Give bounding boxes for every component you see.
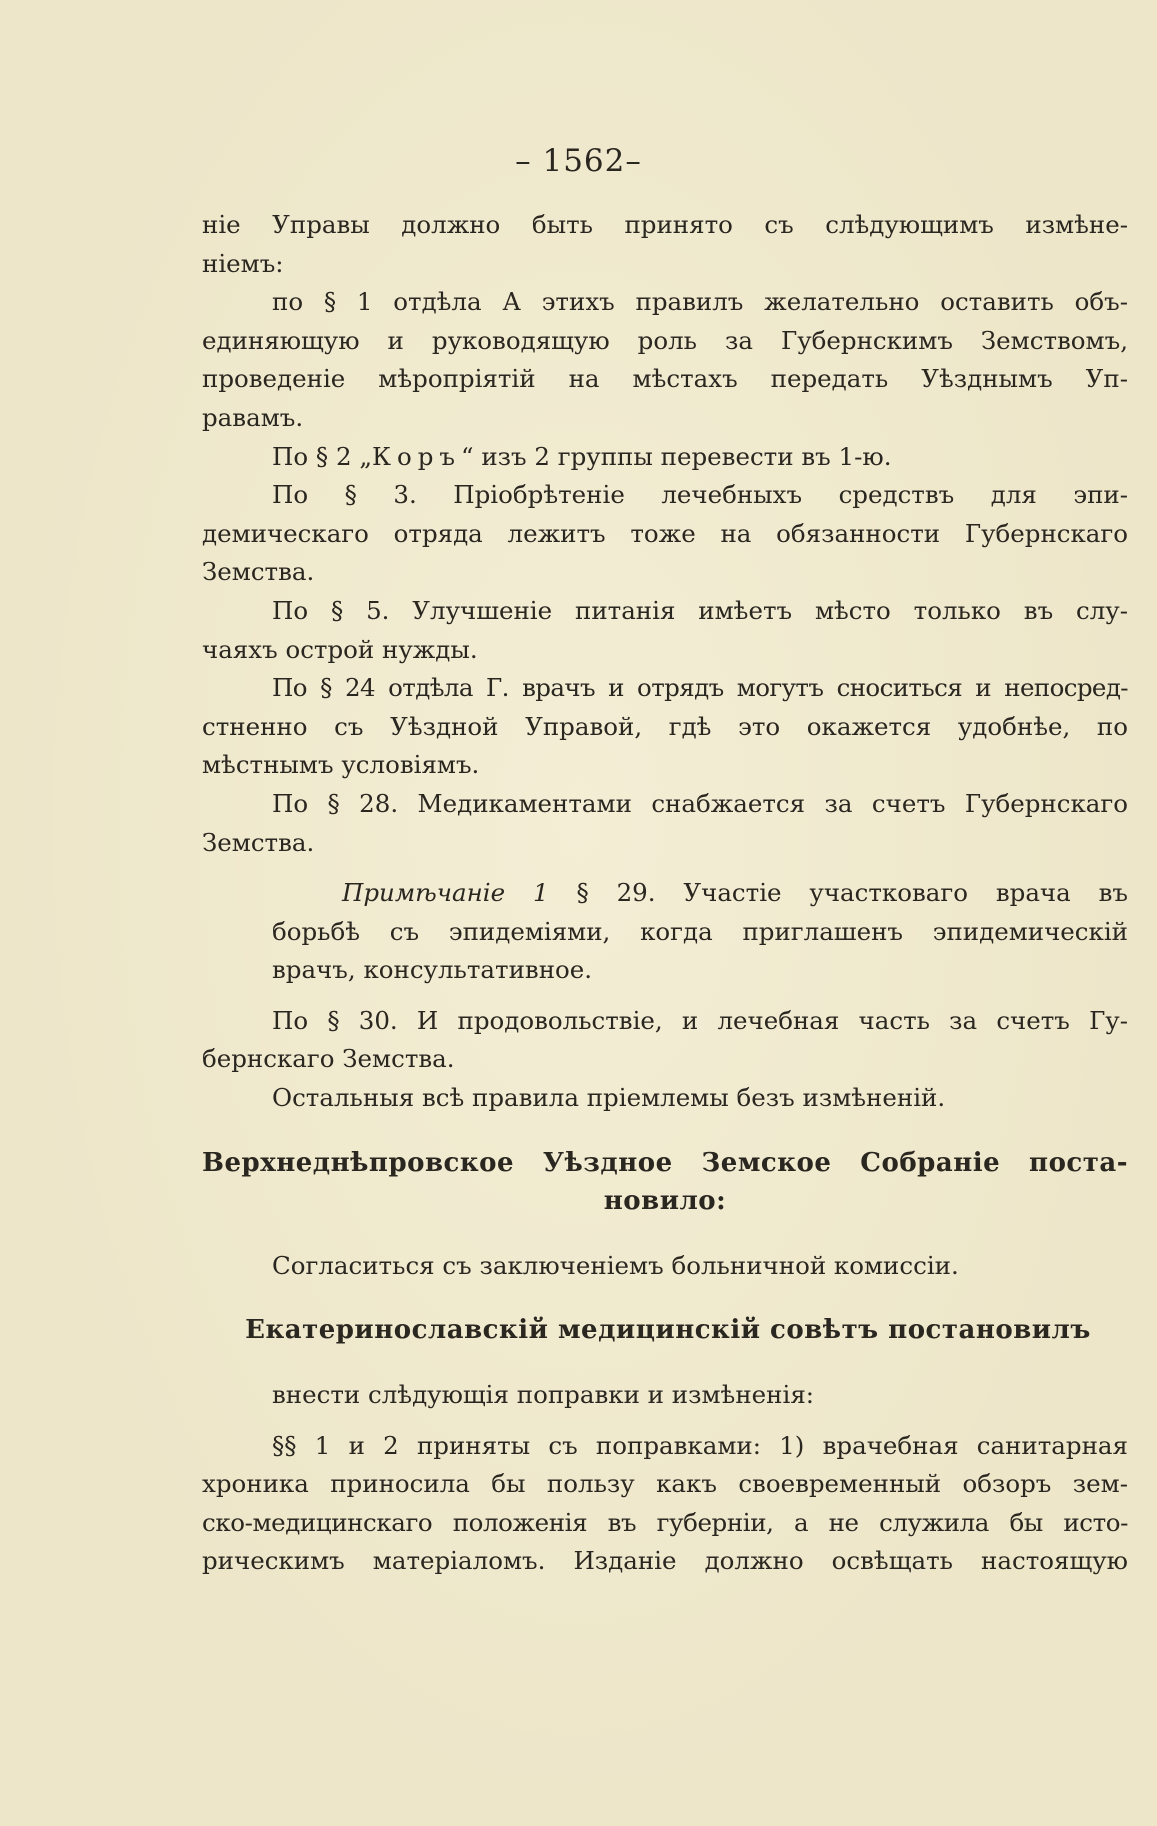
text-line: Согласиться съ заключеніемъ больничной комиссіи.: [272, 1250, 959, 1280]
text-line: Земства.: [202, 557, 315, 587]
text-line: демическаго отряда лежитъ тоже на обязанности Губернскаго: [202, 518, 1128, 548]
section-heading: Верхнеднѣпровское Уѣздное Земское Собраніе поста-: [202, 1147, 1128, 1178]
note-line: [202, 874, 1128, 913]
text-line: хроника приносила бы пользу какъ своевременный обзоръ зем-: [202, 1469, 1128, 1499]
text-line: По § 28. Медикаментами снабжается за счетъ Губернскаго: [272, 788, 1128, 818]
text-line: [202, 438, 1128, 477]
text-line: внести слѣдующія поправки и измѣненія:: [272, 1380, 815, 1410]
text-fragment: “ изъ 2 группы перевести въ 1-ю.: [461, 441, 892, 471]
text-line: равамъ.: [202, 402, 304, 432]
spaced-word: Коръ: [372, 441, 461, 471]
text-line: §§ 1 и 2 приняты съ поправками: 1) врачебная санитарная: [272, 1430, 1128, 1460]
text-line: чаяхъ острой нужды.: [202, 634, 478, 664]
text-line: По § 24 отдѣла Г. врачъ и отрядъ могутъ сноситься и непосред-: [272, 673, 1128, 703]
text-line: ніе Управы должно быть принято съ слѣдующимъ измѣне-: [202, 210, 1128, 239]
text-line: мѣстнымъ условіямъ.: [202, 750, 480, 780]
note-line: борьбѣ съ эпидеміями, когда приглашенъ эпидемическій: [272, 916, 1128, 946]
section-heading: Екатеринославскій медицинскій совѣтъ постановилъ: [245, 1315, 1091, 1346]
text-line: по § 1 отдѣла А этихъ правилъ желательно оставить объ-: [272, 287, 1128, 317]
text-line: проведеніе мѣропріятій на мѣстахъ передать Уѣзднымъ Уп-: [202, 364, 1128, 394]
text-line: По § 5. Улучшеніе питанія имѣетъ мѣсто только въ слу-: [272, 595, 1128, 625]
text-line: По § 30. И продовольствіе, и лечебная часть за счетъ Гу-: [272, 1005, 1128, 1035]
page-number: – 1562–: [515, 143, 642, 179]
text-line: бернскаго Земства.: [202, 1044, 455, 1074]
text-line: ско-медицинскаго положенія въ губерніи, а не служила бы исто-: [202, 1507, 1128, 1537]
text-line: единяющую и руководящую роль за Губернскимъ Земствомъ,: [202, 325, 1128, 355]
text-fragment: По § 2 „: [272, 441, 373, 471]
text-line: По § 3. Пріобрѣтеніе лечебныхъ средствъ для эпи-: [272, 480, 1128, 510]
note-line: врачъ, консультативное.: [272, 955, 593, 985]
text-fragment: § 29. Участіе участковаго врача въ: [548, 878, 1128, 908]
note-label: Примѣчаніе 1: [342, 878, 549, 908]
body-text: [202, 206, 1128, 1581]
section-heading: новило:: [603, 1186, 727, 1217]
text-line: Земства.: [202, 827, 315, 857]
text-line: Остальныя всѣ правила пріемлемы безъ измѣненій.: [272, 1083, 946, 1113]
text-line: стненно съ Уѣздной Управой, гдѣ это окажется удобнѣе, по: [202, 711, 1128, 741]
text-line: ніемъ:: [202, 248, 284, 278]
text-line: рическимъ матеріаломъ. Изданіе должно освѣщать настоящую: [202, 1546, 1128, 1576]
